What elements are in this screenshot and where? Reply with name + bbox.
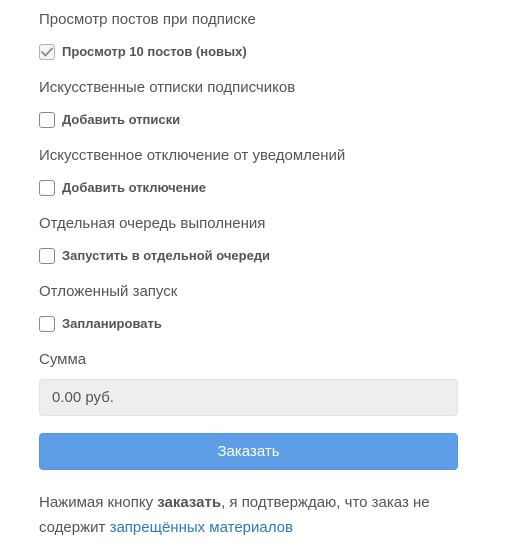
- checkbox-row-notification-disable[interactable]: [39, 179, 206, 197]
- checkbox-post-views[interactable]: [39, 44, 55, 60]
- section-label-artificial-unsubscribes: Искусственные отписки подписчиков: [39, 79, 296, 96]
- disclaimer-middle: , я подтверждаю, что заказ не содержит: [39, 494, 430, 536]
- section-label-post-views: Просмотр постов при подписке: [39, 11, 256, 28]
- checkbox-label-notification-disable: Добавить отключение: [62, 180, 206, 195]
- forbidden-materials-link[interactable]: запрещённых материалов: [109, 519, 293, 536]
- check-icon: [41, 47, 53, 57]
- checkbox-label-separate-queue: Запустить в отдельной очереди: [62, 248, 271, 263]
- disclaimer-prefix: Нажимая кнопку: [39, 494, 158, 511]
- amount-value: 0.00 руб.: [52, 389, 114, 406]
- checkbox-row-post-views[interactable]: [39, 43, 247, 61]
- section-label-notification-disable: Искусственное отключение от уведомлений: [39, 147, 346, 164]
- checkbox-label-unsubscribes: Добавить отписки: [62, 112, 181, 127]
- checkbox-row-schedule[interactable]: [39, 315, 162, 333]
- section-label-delayed-start: Отложенный запуск: [39, 283, 178, 300]
- checkbox-label-post-views: Просмотр 10 постов (новых): [62, 44, 247, 59]
- checkbox-schedule[interactable]: [39, 316, 55, 332]
- checkbox-row-separate-queue[interactable]: [39, 247, 270, 265]
- order-button[interactable]: Заказать: [39, 433, 458, 470]
- section-label-separate-queue: Отдельная очередь выполнения: [39, 215, 266, 232]
- checkbox-unsubscribes[interactable]: [39, 112, 55, 128]
- checkbox-notification-disable[interactable]: [39, 180, 55, 196]
- checkbox-row-unsubscribes[interactable]: [39, 111, 180, 129]
- disclaimer-text: [39, 490, 469, 540]
- amount-field: [39, 379, 458, 416]
- checkbox-label-schedule: Запланировать: [62, 316, 162, 331]
- disclaimer-keyword: заказать: [157, 494, 222, 511]
- checkbox-separate-queue[interactable]: [39, 248, 55, 264]
- amount-label: Сумма: [39, 351, 87, 368]
